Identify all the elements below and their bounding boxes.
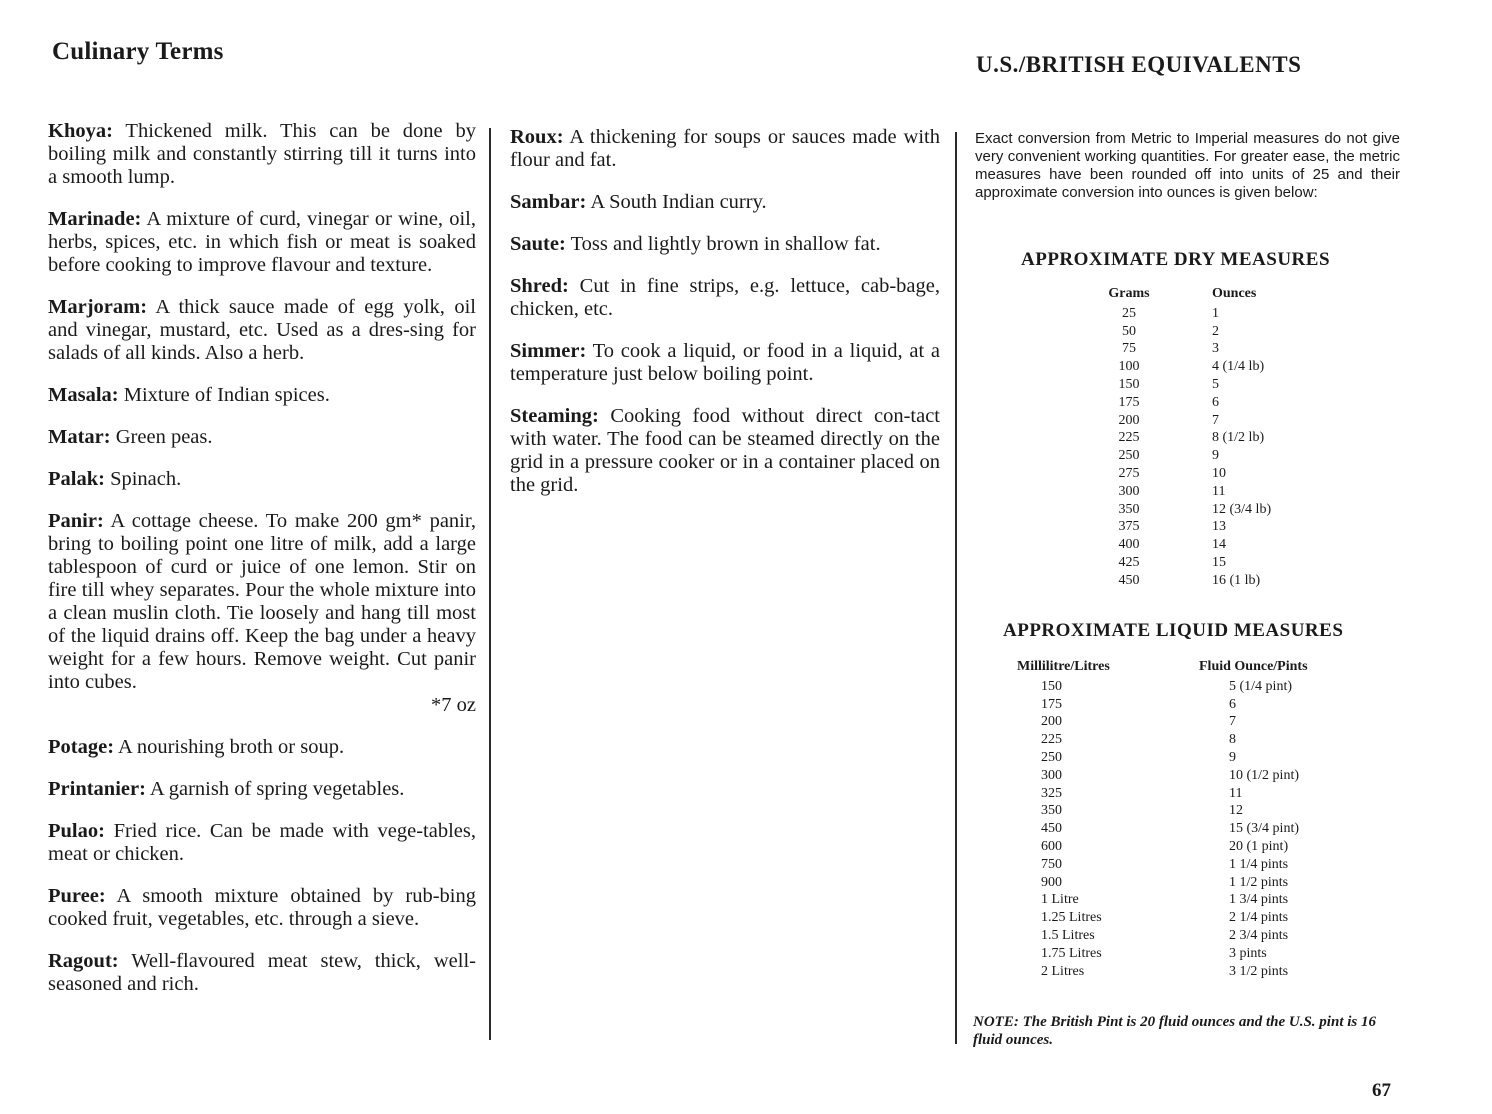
grams-value: 50 — [1122, 323, 1136, 339]
ounces-value: 3 — [1212, 341, 1219, 357]
glossary-entry — [48, 510, 476, 717]
grams-value: 175 — [1118, 394, 1140, 410]
glossary-entry — [48, 885, 476, 931]
grams-value: 450 — [1118, 572, 1140, 588]
ounces-value: 16 (1 lb) — [1212, 572, 1261, 588]
fluid-ounces-header: Fluid Ounce/Pints — [1199, 659, 1308, 674]
dry-measures-table — [1106, 285, 1326, 595]
glossary-definition: To cook a liquid, or food in a liquid, at a temperature just below boiling point. — [510, 340, 940, 385]
glossary-entry — [48, 120, 476, 189]
glossary-entry — [48, 468, 476, 491]
liquid-measures-title: APPROXIMATE LIQUID MEASURES — [1003, 620, 1344, 641]
glossary-entry — [48, 208, 476, 277]
glossary-entry — [510, 126, 940, 172]
millilitre-value: 1.5 Litres — [1041, 927, 1095, 943]
fluid-ounce-value: 3 1/2 pints — [1229, 963, 1289, 979]
grams-value: 25 — [1122, 305, 1136, 321]
glossary-term: Shred: — [510, 275, 569, 297]
fluid-ounce-value: 1 1/4 pints — [1229, 856, 1289, 872]
ounces-header: Ounces — [1212, 286, 1257, 301]
column-divider — [489, 128, 491, 1040]
glossary-term: Sambar: — [510, 191, 587, 213]
glossary-entry — [48, 778, 476, 801]
page-number: 67 — [1372, 1080, 1391, 1101]
glossary-term: Marinade: — [48, 208, 142, 230]
glossary-entry — [510, 275, 940, 321]
millilitre-value: 900 — [1041, 874, 1062, 890]
millilitre-value: 200 — [1041, 714, 1062, 730]
fluid-ounce-value: 8 — [1229, 732, 1236, 748]
ounces-value: 7 — [1212, 412, 1219, 428]
grams-value: 400 — [1118, 537, 1140, 553]
millilitre-value: 1.25 Litres — [1041, 910, 1102, 926]
glossary-definition: Toss and lightly brown in shallow fat. — [570, 233, 881, 255]
glossary-term: Khoya: — [48, 120, 113, 142]
glossary-entry — [510, 233, 940, 256]
millilitre-value: 325 — [1041, 785, 1062, 801]
fluid-ounce-value: 7 — [1229, 714, 1236, 730]
glossary-term: Palak: — [48, 468, 105, 490]
glossary-definition: A nourishing broth or soup. — [118, 736, 345, 758]
glossary-definition: A cottage cheese. To make 200 gm* panir, bring to boiling point one litre of milk, add a large tablespoon of curd or juice of one lemon. Stir on fire till whey separates. Pour the whole mixture into a clean muslin cloth. Tie loosely and hang till most of the liquid drains off. Keep the bag under a heavy weight for a few hours. Remove weight. Cut panir into cubes. — [48, 510, 476, 693]
grams-header: Grams — [1108, 286, 1150, 301]
intro-paragraph: Exact conversion from Metric to Imperial measures do not give very convenient working quantities. For greater ease, the metric measures have been rounded off into units of 25 and their approximate conversion into ounces is given below: — [975, 130, 1400, 201]
glossary-term: Masala: — [48, 384, 119, 406]
ounces-value: 2 — [1212, 323, 1219, 339]
ounces-value: 11 — [1212, 483, 1226, 499]
fluid-ounce-value: 5 (1/4 pint) — [1229, 678, 1292, 694]
grams-value: 225 — [1118, 430, 1140, 446]
glossary-definition: Green peas. — [115, 426, 213, 448]
glossary-term: Ragout: — [48, 950, 119, 972]
ounces-value: 10 — [1212, 465, 1226, 481]
millilitres-column — [1017, 658, 1147, 980]
glossary-definition: Fried rice. Can be made with vege-tables, meat or chicken. — [48, 820, 476, 865]
pint-note: NOTE: The British Pint is 20 fluid ounces and the U.S. pint is 16 fluid ounces. — [973, 1014, 1376, 1048]
glossary-entry — [510, 191, 940, 214]
millilitre-value: 250 — [1041, 749, 1062, 765]
glossary-definition: Mixture of Indian spices. — [123, 384, 330, 406]
glossary-column-2 — [510, 126, 940, 516]
ounces-value: 9 — [1212, 448, 1219, 464]
millilitre-value: 750 — [1041, 856, 1062, 872]
equivalents-title: U.S./BRITISH EQUIVALENTS — [976, 52, 1302, 77]
fluid-ounces-column — [1199, 658, 1359, 980]
grams-value: 250 — [1118, 448, 1140, 464]
millilitre-value: 150 — [1041, 678, 1062, 694]
ounces-value: 1 — [1212, 305, 1219, 321]
glossary-definition: A garnish of spring vegetables. — [149, 778, 405, 800]
millilitre-value: 450 — [1041, 821, 1062, 837]
ounces-column — [1212, 285, 1332, 590]
glossary-term: Panir: — [48, 510, 104, 532]
footnote-marker: *7 oz — [431, 694, 476, 716]
fluid-ounce-value: 10 (1/2 pint) — [1229, 767, 1299, 783]
grams-value: 375 — [1118, 519, 1140, 535]
grams-value: 200 — [1118, 412, 1140, 428]
grams-value: 100 — [1118, 359, 1140, 375]
grams-value: 350 — [1118, 501, 1140, 517]
glossary-term: Roux: — [510, 126, 564, 148]
ounces-value: 6 — [1212, 394, 1219, 410]
glossary-entry — [48, 384, 476, 407]
grams-value: 300 — [1118, 483, 1140, 499]
ounces-value: 8 (1/2 lb) — [1212, 430, 1265, 446]
ounces-value: 15 — [1212, 554, 1226, 570]
glossary-definition: A thickening for soups or sauces made with flour and fat. — [510, 126, 941, 171]
grams-value: 75 — [1122, 341, 1136, 357]
millilitres-header: Millilitre/Litres — [1017, 659, 1110, 674]
millilitre-value: 2 Litres — [1041, 963, 1085, 979]
fluid-ounce-value: 15 (3/4 pint) — [1229, 821, 1299, 837]
page-title: Culinary Terms — [52, 38, 224, 65]
glossary-term: Saute: — [510, 233, 566, 255]
glossary-entry — [48, 736, 476, 759]
glossary-term: Pulao: — [48, 820, 105, 842]
glossary-term: Puree: — [48, 885, 106, 907]
grams-value: 275 — [1118, 465, 1140, 481]
millilitre-value: 1 Litre — [1041, 892, 1079, 908]
glossary-definition: A thick sauce made of egg yolk, oil and vinegar, mustard, etc. Used as a dres-sing for salads of all kinds. Also a herb. — [48, 296, 476, 364]
millilitre-value: 1.75 Litres — [1041, 945, 1102, 961]
glossary-entry — [48, 950, 476, 996]
glossary-definition: A mixture of curd, vinegar or wine, oil, herbs, spices, etc. in which fish or meat is soaked before cooking to improve flavour and texture. — [48, 208, 476, 276]
glossary-definition: A South Indian curry. — [590, 191, 767, 213]
fluid-ounce-value: 1 1/2 pints — [1229, 874, 1289, 890]
ounces-value: 5 — [1212, 376, 1219, 392]
millilitre-value: 175 — [1041, 696, 1062, 712]
glossary-entry — [48, 820, 476, 866]
glossary-term: Printanier: — [48, 778, 146, 800]
glossary-definition: Thickened milk. This can be done by boiling milk and constantly stirring till it turns into a smooth lump. — [48, 120, 476, 188]
glossary-definition: A smooth mixture obtained by rub-bing cooked fruit, vegetables, etc. through a sieve. — [48, 885, 476, 930]
glossary-term: Simmer: — [510, 340, 587, 362]
fluid-ounce-value: 9 — [1229, 749, 1236, 765]
fluid-ounce-value: 1 3/4 pints — [1229, 892, 1289, 908]
glossary-definition: Cooking food without direct con-tact with water. The food can be steamed directly on the grid in a pressure cooker or in a container placed on the grid. — [510, 405, 940, 496]
fluid-ounce-value: 2 1/4 pints — [1229, 910, 1289, 926]
fluid-ounce-value: 3 pints — [1229, 945, 1267, 961]
fluid-ounce-value: 2 3/4 pints — [1229, 927, 1289, 943]
glossary-term: Potage: — [48, 736, 115, 758]
fluid-ounce-value: 6 — [1229, 696, 1236, 712]
grams-column — [1106, 285, 1152, 590]
glossary-column-1 — [48, 120, 476, 1015]
grams-value: 150 — [1118, 376, 1140, 392]
dry-measures-title: APPROXIMATE DRY MEASURES — [1021, 249, 1331, 270]
ounces-value: 12 (3/4 lb) — [1212, 501, 1272, 517]
glossary-term: Matar: — [48, 426, 111, 448]
glossary-entry — [510, 340, 940, 386]
fluid-ounce-value: 12 — [1229, 803, 1243, 819]
grams-value: 425 — [1118, 554, 1140, 570]
glossary-definition: Cut in fine strips, e.g. lettuce, cab-bage, chicken, etc. — [510, 275, 940, 320]
glossary-definition: Well-flavoured meat stew, thick, well-seasoned and rich. — [48, 950, 476, 995]
millilitre-value: 300 — [1041, 767, 1062, 783]
millilitre-value: 350 — [1041, 803, 1062, 819]
liquid-measures-table — [1017, 658, 1357, 998]
fluid-ounce-value: 20 (1 pint) — [1229, 838, 1289, 854]
glossary-entry — [48, 296, 476, 365]
glossary-definition: Spinach. — [110, 468, 182, 490]
page-divider — [955, 132, 957, 1044]
glossary-entry — [48, 426, 476, 449]
ounces-value: 13 — [1212, 519, 1226, 535]
glossary-term: Marjoram: — [48, 296, 148, 318]
ounces-value: 14 — [1212, 537, 1226, 553]
glossary-entry — [510, 405, 940, 497]
ounces-value: 4 (1/4 lb) — [1212, 359, 1265, 375]
fluid-ounce-value: 11 — [1229, 785, 1243, 801]
millilitre-value: 225 — [1041, 732, 1062, 748]
glossary-term: Steaming: — [510, 405, 599, 427]
millilitre-value: 600 — [1041, 838, 1062, 854]
